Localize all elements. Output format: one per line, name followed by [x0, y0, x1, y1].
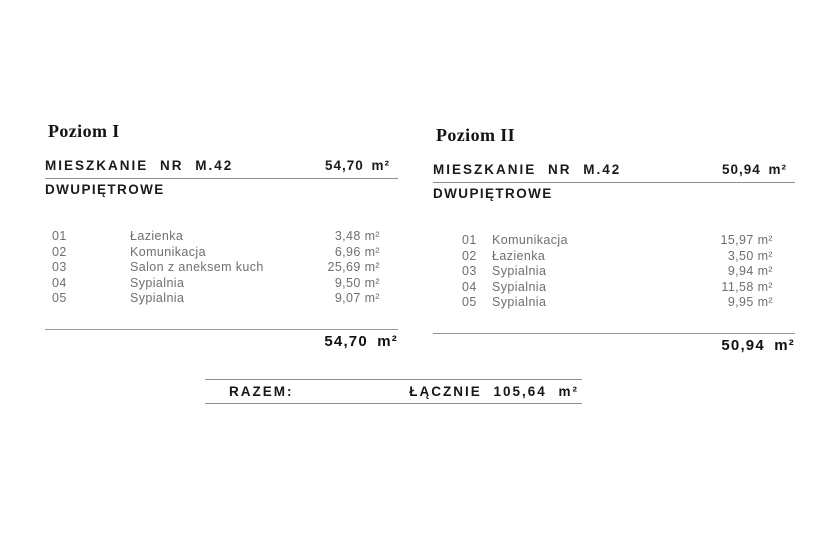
room-area: 3,48 m² — [334, 229, 380, 243]
room-area: 9,07 m² — [334, 291, 380, 305]
level-2-type-label: DWUPIĘTROWE — [433, 186, 553, 201]
room-row — [433, 264, 795, 280]
summary-box — [205, 379, 582, 404]
room-name: Komunikacja — [492, 233, 568, 247]
grand-total-area: ŁĄCZNIE 105,64 m² — [409, 384, 579, 399]
level-1-room-list — [45, 229, 398, 307]
room-number: 02 — [462, 248, 477, 263]
room-name: Sypialnia — [492, 279, 547, 294]
room-row — [45, 276, 398, 292]
room-name: Łazienka — [492, 248, 546, 263]
level-2-apartment-area: 50,94 m² — [721, 162, 787, 177]
room-number: 01 — [462, 233, 477, 247]
room-row — [45, 260, 398, 276]
room-area: 25,69 m² — [327, 260, 380, 274]
room-area: 11,58 m² — [721, 279, 773, 294]
level-1-total-area: 54,70 m² — [45, 329, 398, 350]
room-number: 02 — [52, 244, 67, 259]
room-name: Sypialnia — [130, 291, 185, 305]
room-row — [433, 295, 795, 311]
room-number: 05 — [52, 291, 67, 305]
room-area: 9,94 m² — [727, 264, 773, 278]
level-2-title: Poziom II — [436, 125, 516, 145]
room-area: 9,50 m² — [334, 275, 380, 290]
room-number: 01 — [52, 229, 67, 243]
room-area: 15,97 m² — [720, 233, 773, 247]
razem-label: RAZEM: — [229, 384, 294, 399]
level-1-apartment-area: 54,70 m² — [324, 158, 390, 173]
room-row — [45, 291, 398, 307]
level-1-title: Poziom I — [48, 121, 120, 141]
room-area: 6,96 m² — [334, 244, 380, 259]
room-name: Komunikacja — [130, 244, 206, 259]
level-1-type-label: DWUPIĘTROWE — [45, 182, 165, 197]
level-1-section — [45, 121, 398, 350]
room-row — [45, 245, 398, 261]
room-name: Sypialnia — [492, 264, 547, 278]
level-1-apartment-label: MIESZKANIE NR M.42 — [45, 158, 234, 173]
room-area: 3,50 m² — [727, 248, 773, 263]
level-2-total-area: 50,94 m² — [433, 333, 795, 354]
level-1-apartment-header — [45, 158, 398, 179]
room-number: 05 — [462, 295, 477, 309]
room-name: Sypialnia — [492, 295, 547, 309]
level-2-room-list — [433, 233, 795, 311]
room-name: Łazienka — [130, 229, 184, 243]
room-name: Salon z aneksem kuch — [130, 260, 264, 274]
room-number: 04 — [52, 275, 67, 290]
level-2-apartment-header — [433, 162, 795, 183]
room-row — [433, 249, 795, 265]
room-name: Sypialnia — [130, 275, 185, 290]
room-area: 9,95 m² — [727, 295, 773, 309]
room-row — [433, 280, 795, 296]
level-2-section — [433, 125, 795, 354]
room-number: 03 — [462, 264, 477, 278]
room-number: 03 — [52, 260, 67, 274]
room-number: 04 — [462, 279, 477, 294]
room-row — [433, 233, 795, 249]
level-2-apartment-label: MIESZKANIE NR M.42 — [433, 162, 622, 177]
room-row — [45, 229, 398, 245]
